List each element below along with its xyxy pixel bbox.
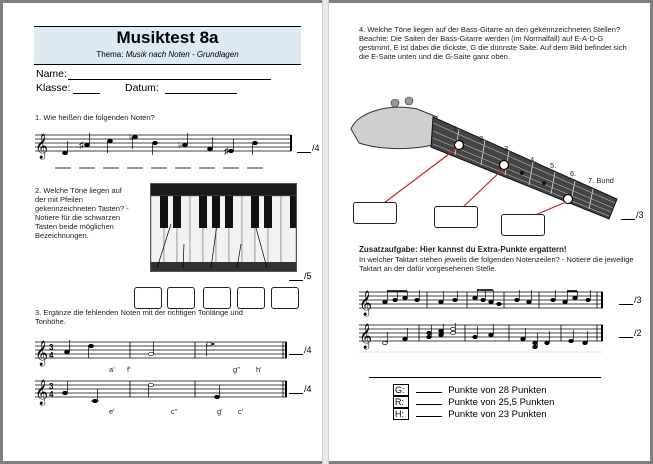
name-field[interactable]: [68, 79, 271, 80]
fret-label-4: 4.: [530, 155, 537, 164]
summary-row-h: [393, 407, 547, 420]
summary-text: Punkte von 28 Punkten: [448, 385, 547, 396]
extra-task-title: Zusatzaufgabe: Hier kannst du Extra-Punkte ergattern!: [359, 245, 567, 254]
summary-blank[interactable]: [416, 383, 442, 393]
piano-answer-box-3[interactable]: [203, 287, 231, 309]
svg-text:𝄞: 𝄞: [359, 291, 373, 316]
summary-blank[interactable]: [416, 407, 442, 417]
piano-answer-box-4[interactable]: [237, 287, 265, 309]
piano-answer-box-1[interactable]: [134, 287, 162, 309]
svg-text:♯: ♯: [79, 140, 84, 150]
q3-1-label-3: g'': [233, 365, 241, 374]
piano-answer-box-2[interactable]: [167, 287, 195, 309]
q2-points[interactable]: /5: [289, 271, 312, 281]
summary-text: Punkte von 25,5 Punkten: [448, 397, 555, 408]
svg-text:4: 4: [49, 351, 54, 360]
summary-blank[interactable]: [416, 395, 442, 405]
svg-text:♭: ♭: [178, 140, 183, 150]
q3-1-label-1: a': [109, 365, 115, 374]
name-label: Name:: [36, 68, 67, 80]
fret-label-3: 3.: [504, 144, 511, 153]
page-subtitle: Thema: Musik nach Noten - Grundlagen: [96, 50, 239, 59]
q3-1-label-2: f': [127, 365, 131, 374]
question-4: 4. Welche Töne liegen auf der Bass-Gitarre an den gekennzeichneten Stellen? Beachte: Die Saiten der Bass-Gitarre werden (im Normalfall) auf E-A-D-G gestimmt, E ist dabei die dickste, G die dünnste Saite. Auf dem Bild befindet sich die E-Saite unten und die G-Saite ganz oben.: [359, 25, 627, 61]
svg-text:4: 4: [49, 390, 54, 399]
page-gutter: [322, 0, 329, 464]
svg-text:𝄞: 𝄞: [35, 341, 49, 366]
bass-answer-box-3[interactable]: [501, 214, 545, 236]
q3-2-label-3: g': [217, 407, 223, 416]
bass-answer-box-2[interactable]: [434, 206, 478, 228]
title-box: [34, 26, 301, 65]
q3-2-label-4: c': [238, 407, 244, 416]
q3-staff2-points[interactable]: /4: [289, 384, 312, 394]
q3-2-label-2: c'': [171, 407, 178, 416]
q3-1-label-4: h': [256, 365, 262, 374]
piano-image: [150, 183, 297, 272]
datum-field[interactable]: [165, 93, 237, 94]
summary-text: Punkte von 23 Punkten: [448, 409, 547, 420]
svg-text:𝄞: 𝄞: [359, 324, 373, 349]
left-page: [3, 3, 322, 461]
right-page: [329, 3, 650, 461]
fret-label-1: 1.: [453, 124, 460, 133]
summary-code: H:: [393, 408, 409, 420]
fret-label-6: 6.: [570, 169, 577, 178]
extra-staff2-points[interactable]: /2: [619, 328, 642, 338]
q3-2-label-1: e': [109, 407, 115, 416]
page-title: Musiktest 8a: [116, 28, 219, 47]
q4-points[interactable]: /3: [621, 210, 644, 220]
svg-text:𝄞: 𝄞: [35, 134, 49, 159]
staff-q1: [35, 131, 295, 171]
extra-staff-1: [359, 288, 609, 318]
klasse-field[interactable]: [73, 93, 100, 94]
extra-task-text: In welcher Taktart stehen jeweils die folgenden Notenzeilen? - Notiere die jeweilige Taktart an der dafür vorgesehenen Stelle.: [359, 255, 634, 273]
svg-text:♭: ♭: [129, 132, 134, 142]
extra-staff1-points[interactable]: /3: [619, 295, 642, 305]
fret-label-7: 7. Bund: [588, 176, 614, 185]
piano-answer-box-5[interactable]: [271, 287, 299, 309]
klasse-label: Klasse:: [36, 82, 71, 94]
summary-divider: [369, 377, 601, 378]
staff-q3-1: [35, 338, 295, 368]
summary-code: G:: [393, 384, 409, 396]
svg-text:3: 3: [49, 382, 54, 391]
svg-text:𝄞: 𝄞: [35, 380, 49, 405]
datum-label: Datum:: [125, 82, 159, 94]
q3-staff1-points[interactable]: /4: [289, 345, 312, 355]
question-2: 2. Welche Töne liegen auf der mit Pfeilen gekennzeichneten Tasten? - Notiere für die schwarzen Tasten beide möglichen Bezeichnungen.: [35, 186, 129, 240]
extra-staff-2: [359, 321, 609, 355]
staff-q3-2: [35, 377, 295, 407]
question-1: 1. Wie heißen die folgenden Noten?: [35, 113, 155, 122]
fret-label-5: 5.: [550, 161, 557, 170]
svg-text:3: 3: [49, 343, 54, 352]
bass-answer-box-1[interactable]: [353, 202, 397, 224]
question-3: 3. Ergänze die fehlenden Noten mit der richtigen Tonlänge und Tonhöhe.: [35, 308, 243, 326]
svg-text:♯: ♯: [224, 146, 229, 156]
q1-points[interactable]: /4: [297, 143, 320, 153]
fret-label-2: 2.: [479, 134, 486, 143]
summary-code: R:: [393, 396, 409, 408]
